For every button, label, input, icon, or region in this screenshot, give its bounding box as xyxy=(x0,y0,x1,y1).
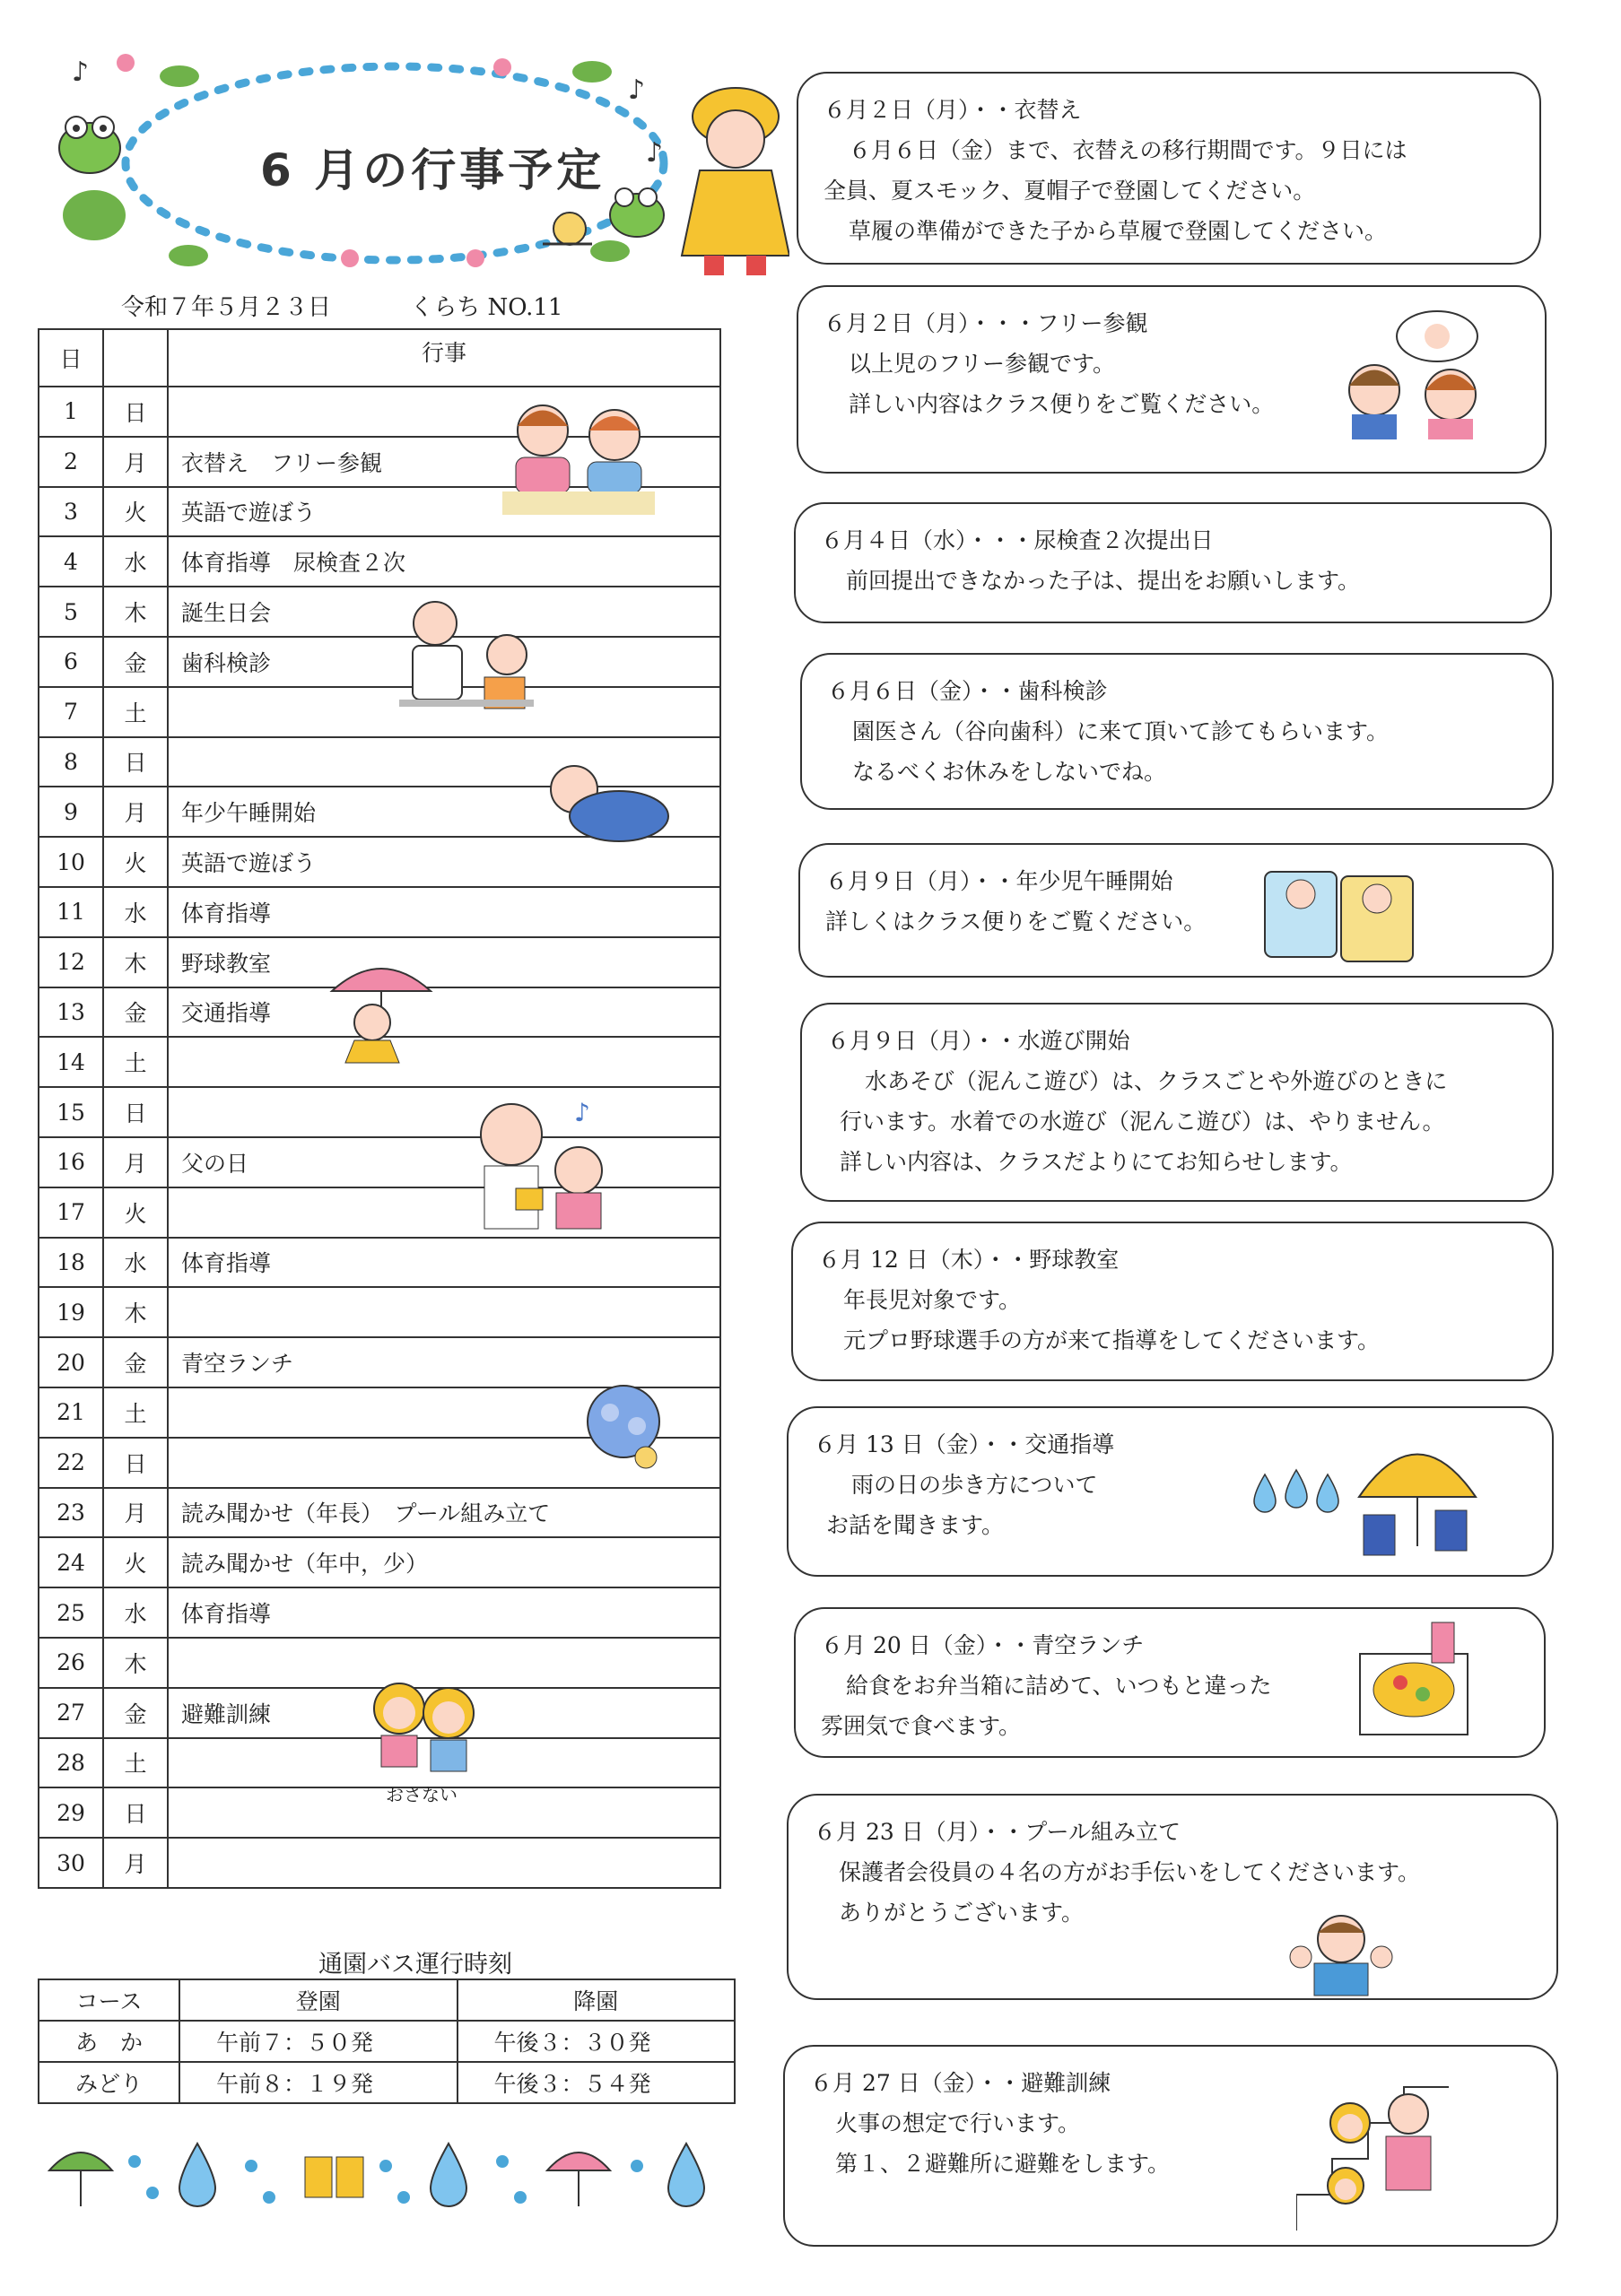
notice-title: ６月２日（月）・・・フリー参観 xyxy=(824,310,1148,336)
calendar-day: 3 xyxy=(39,487,103,537)
notice-box xyxy=(798,843,1554,978)
calendar-row xyxy=(39,1587,720,1638)
calendar-event: 年少午睡開始 xyxy=(168,787,720,837)
issue-line xyxy=(121,289,634,322)
notice-line: 詳しくはクラス便りをご覧ください。 xyxy=(825,909,1207,935)
calendar-weekday: 日 xyxy=(103,1787,168,1838)
rain-boots-icon xyxy=(305,2157,363,2197)
music-note-icon: ♪ xyxy=(574,1098,590,1127)
bus-arrival-time: 午前７：５０発 xyxy=(179,2021,458,2062)
notice-box xyxy=(800,1003,1554,1202)
calendar-day: 14 xyxy=(39,1037,103,1087)
notice-box xyxy=(783,2045,1558,2247)
calendar-day: 18 xyxy=(39,1238,103,1288)
calendar-day: 23 xyxy=(39,1488,103,1538)
calendar-weekday: 木 xyxy=(103,937,168,987)
bus-arrival-time: 午前８：１９発 xyxy=(179,2062,458,2103)
calendar-event: 読み聞かせ（年長） プール組み立て xyxy=(168,1488,720,1538)
notice-box xyxy=(797,72,1541,265)
calendar-day: 13 xyxy=(39,987,103,1038)
bus-header-departure: 降園 xyxy=(458,1979,736,2021)
dentist-illustration xyxy=(395,592,538,726)
rain-decoration xyxy=(45,2135,709,2215)
calendar-event: 父の日 xyxy=(168,1137,720,1187)
header-event: 行事 xyxy=(168,329,720,387)
notice-line: なるべくお休みをしないでね。 xyxy=(852,759,1167,785)
calendar-event: 野球教室 xyxy=(168,937,720,987)
notice-line: 前回提出できなかった子は、提出をお願いします。 xyxy=(846,568,1361,594)
water-drop-character-icon xyxy=(668,2144,704,2206)
notice-line: 火事の想定で行います。 xyxy=(835,2110,1081,2136)
calendar-day: 2 xyxy=(39,437,103,487)
calendar-weekday: 土 xyxy=(103,687,168,737)
calendar-row xyxy=(39,1838,720,1888)
notice-line: 給食をお弁当箱に詰めて、いつもと違った xyxy=(846,1673,1272,1699)
calendar-day: 26 xyxy=(39,1638,103,1688)
notice-line: 全員、夏スモック、夏帽子で登園してください。 xyxy=(824,178,1316,204)
calendar-weekday: 月 xyxy=(103,787,168,837)
calendar-weekday: 日 xyxy=(103,1438,168,1488)
bus-departure-time: 午後３：５４発 xyxy=(458,2062,736,2103)
lunch-box-illustration xyxy=(1351,1618,1477,1744)
calendar-weekday: 金 xyxy=(103,1688,168,1738)
bus-schedule-title: 通園バス運行時刻 xyxy=(318,1951,512,1979)
strong-man-illustration xyxy=(1278,1908,1404,1997)
calendar-day: 20 xyxy=(39,1337,103,1387)
umbrella-icon xyxy=(49,2152,112,2206)
calendar-event: 衣替え フリー参観 xyxy=(168,437,720,487)
calendar-weekday: 金 xyxy=(103,637,168,687)
calendar-day: 30 xyxy=(39,1838,103,1888)
calendar-event: 歯科検診 xyxy=(168,637,720,687)
calendar-weekday: 月 xyxy=(103,437,168,487)
calendar-weekday: 火 xyxy=(103,1187,168,1238)
calendar-day: 25 xyxy=(39,1587,103,1638)
calendar-weekday: 火 xyxy=(103,1537,168,1587)
calendar-event: 交通指導 xyxy=(168,987,720,1038)
calendar-weekday: 月 xyxy=(103,1137,168,1187)
calendar-day: 15 xyxy=(39,1087,103,1137)
calendar-weekday: 月 xyxy=(103,1488,168,1538)
calendar-weekday: 日 xyxy=(103,387,168,437)
calendar-row xyxy=(39,687,720,737)
notice-line: 園医さん（谷向歯科）に来て頂いて診てもらいます。 xyxy=(852,718,1390,744)
calendar-weekday: 木 xyxy=(103,1638,168,1688)
calendar-event: 青空ランチ xyxy=(168,1337,720,1387)
calendar-event: 英語で遊ぼう xyxy=(168,837,720,887)
umbrella-icon xyxy=(547,2152,610,2206)
calendar-day: 7 xyxy=(39,687,103,737)
calendar-event: 体育指導 xyxy=(168,887,720,937)
calendar-day: 10 xyxy=(39,837,103,887)
calendar-weekday: 土 xyxy=(103,1387,168,1438)
calendar-row xyxy=(39,1787,720,1838)
calendar-day: 9 xyxy=(39,787,103,837)
parents-chatting-illustration xyxy=(1338,305,1491,439)
calendar-weekday: 木 xyxy=(103,1287,168,1337)
calendar-event: 読み聞かせ（年中，少） xyxy=(168,1537,720,1587)
calendar-event: 英語で遊ぼう xyxy=(168,487,720,537)
sleeping-child-illustration xyxy=(538,753,673,852)
notice-line: お話を聞きます。 xyxy=(826,1512,1005,1538)
notice-title: ６月２日（月）・・衣替え xyxy=(824,97,1082,123)
music-note-icon: ♪ xyxy=(646,137,664,169)
notice-line: 元プロ野球選手の方が来て指導をしてくださいます。 xyxy=(843,1327,1381,1353)
header-banner xyxy=(54,45,789,287)
bus-row xyxy=(39,2062,735,2103)
notice-line: 水あそび（泥んこ遊び）は、クラスごとや外遊びのときに xyxy=(865,1068,1448,1094)
calendar-day: 16 xyxy=(39,1137,103,1187)
notice-line: ６月６日（金）まで、衣替えの移行期間です。９日には xyxy=(849,137,1407,163)
bus-header-arrival: 登園 xyxy=(179,1979,458,2021)
notice-box xyxy=(787,1794,1558,2000)
calendar-event: 体育指導 xyxy=(168,1238,720,1288)
raincoat-girl-icon xyxy=(682,88,789,275)
calendar-weekday: 土 xyxy=(103,1738,168,1788)
calendar-weekday: 日 xyxy=(103,1087,168,1137)
notice-box xyxy=(797,285,1547,474)
father-child-illustration xyxy=(458,1094,619,1238)
notice-box xyxy=(794,1607,1546,1758)
calendar-day: 22 xyxy=(39,1438,103,1488)
calendar-row xyxy=(39,587,720,637)
calendar-event: 体育指導 xyxy=(168,1587,720,1638)
umbrella-boots-illustration xyxy=(1247,1421,1480,1564)
calendar-day: 1 xyxy=(39,387,103,437)
calendar-event: 体育指導 尿検査２次 xyxy=(168,536,720,587)
frog-icon xyxy=(59,117,126,240)
music-note-icon: ♪ xyxy=(628,74,646,106)
bus-schedule-table xyxy=(38,1979,736,2104)
kids-playing-illustration xyxy=(498,395,659,520)
calendar-day: 21 xyxy=(39,1387,103,1438)
notice-line: 詳しい内容はクラス便りをご覧ください。 xyxy=(849,391,1275,417)
calendar-day: 19 xyxy=(39,1287,103,1337)
notice-title: ６月４日（水）・・・尿検査２次提出日 xyxy=(821,527,1214,553)
calendar-event xyxy=(168,1838,720,1888)
notice-title: ６月 23 日（月）・・プール組み立て xyxy=(814,1819,1181,1845)
bus-header-course: コース xyxy=(39,1979,179,2021)
calendar-row xyxy=(39,1238,720,1288)
calendar-weekday: 木 xyxy=(103,587,168,637)
calendar-header-row xyxy=(39,329,720,387)
notice-title: ６月 13 日（金）・・交通指導 xyxy=(814,1431,1115,1457)
notice-line: 雰囲気で食べます。 xyxy=(821,1713,1022,1739)
notice-line: 草履の準備ができた子から草履で登園してください。 xyxy=(849,218,1388,244)
calendar-day: 28 xyxy=(39,1738,103,1788)
calendar-day: 12 xyxy=(39,937,103,987)
notice-box xyxy=(794,502,1552,623)
notice-title: ６月 27 日（金）・・避難訓練 xyxy=(810,2070,1111,2096)
calendar-day: 29 xyxy=(39,1787,103,1838)
notice-title: ６月９日（月）・・水遊び開始 xyxy=(827,1028,1130,1054)
calendar-day: 6 xyxy=(39,637,103,687)
calendar-row xyxy=(39,1537,720,1587)
water-drop-character-icon xyxy=(179,2144,215,2206)
issue-date: 令和７年５月２３日 xyxy=(121,294,332,321)
calendar-event xyxy=(168,1187,720,1238)
notice-box xyxy=(787,1406,1554,1577)
notice-title: ６月 12 日（木）・・野球教室 xyxy=(818,1247,1120,1273)
calendar-weekday: 金 xyxy=(103,987,168,1038)
bus-header-row xyxy=(39,1979,735,2021)
calendar-day: 8 xyxy=(39,737,103,787)
notice-line: ありがとうございます。 xyxy=(839,1900,1085,1926)
calendar-weekday: 日 xyxy=(103,737,168,787)
calendar-weekday: 水 xyxy=(103,536,168,587)
calendar-day: 17 xyxy=(39,1187,103,1238)
water-drop-character-icon xyxy=(1254,1470,1338,1512)
calendar-row xyxy=(39,887,720,937)
calendar-day: 5 xyxy=(39,587,103,637)
bus-departure-time: 午後３：３０発 xyxy=(458,2021,736,2062)
calendar-weekday: 月 xyxy=(103,1838,168,1888)
music-note-icon: ♪ xyxy=(72,57,90,88)
calendar-weekday: 火 xyxy=(103,487,168,537)
hydrangea-illustration xyxy=(574,1372,682,1480)
notice-title: ６月６日（金）・・歯科検診 xyxy=(827,678,1108,704)
header-weekday xyxy=(103,329,168,387)
notice-title: ６月 20 日（金）・・青空ランチ xyxy=(821,1632,1145,1658)
calendar-event xyxy=(168,1287,720,1337)
notice-line: 詳しい内容は、クラスだよりにてお知らせします。 xyxy=(840,1149,1353,1175)
calendar-row xyxy=(39,637,720,687)
calendar-weekday: 金 xyxy=(103,1337,168,1387)
calendar-day: 27 xyxy=(39,1688,103,1738)
notice-title: ６月９日（月）・・年少児午睡開始 xyxy=(825,868,1173,894)
bus-course: あ か xyxy=(39,2021,179,2062)
calendar-event: 避難訓練 xyxy=(168,1688,720,1738)
notice-box xyxy=(800,653,1554,810)
osanai-caption: おさない xyxy=(386,1784,458,1805)
napping-babies-illustration xyxy=(1256,854,1417,970)
calendar-row xyxy=(39,536,720,587)
calendar-event xyxy=(168,1087,720,1137)
water-drop-character-icon xyxy=(431,2144,466,2206)
calendar-weekday: 水 xyxy=(103,1587,168,1638)
bus-row xyxy=(39,2021,735,2062)
calendar-day: 4 xyxy=(39,536,103,587)
snail-icon xyxy=(543,213,592,245)
calendar-weekday: 土 xyxy=(103,1037,168,1087)
umbrella-child-illustration xyxy=(323,951,440,1067)
issue-number: くらち NO.11 xyxy=(410,294,563,321)
notice-line: 雨の日の歩き方について xyxy=(851,1472,1098,1498)
page-title: 6 月の行事予定 xyxy=(260,144,606,196)
evacuation-stairs-illustration xyxy=(1296,2060,1449,2231)
calendar-event: 誕生日会 xyxy=(168,587,720,637)
notice-line: 年長児対象です。 xyxy=(843,1287,1022,1313)
calendar-day: 24 xyxy=(39,1537,103,1587)
calendar-row xyxy=(39,1488,720,1538)
calendar-weekday: 火 xyxy=(103,837,168,887)
calendar-weekday: 水 xyxy=(103,887,168,937)
header-day: 日 xyxy=(39,329,103,387)
notice-line: 保護者会役員の４名の方がお手伝いをしてくださいます。 xyxy=(839,1859,1421,1885)
notice-line: 行います。水着での水遊び（泥んこ遊び）は、やりません。 xyxy=(840,1109,1445,1135)
calendar-event xyxy=(168,1037,720,1087)
notice-line: 以上児のフリー参観です。 xyxy=(849,351,1116,377)
notice-line: 第１、２避難所に避難をします。 xyxy=(835,2151,1171,2177)
calendar-day: 11 xyxy=(39,887,103,937)
bus-course: みどり xyxy=(39,2062,179,2103)
evacuation-kids-illustration xyxy=(359,1668,493,1776)
calendar-weekday: 水 xyxy=(103,1238,168,1288)
notice-box xyxy=(791,1222,1554,1381)
calendar-row xyxy=(39,1287,720,1337)
